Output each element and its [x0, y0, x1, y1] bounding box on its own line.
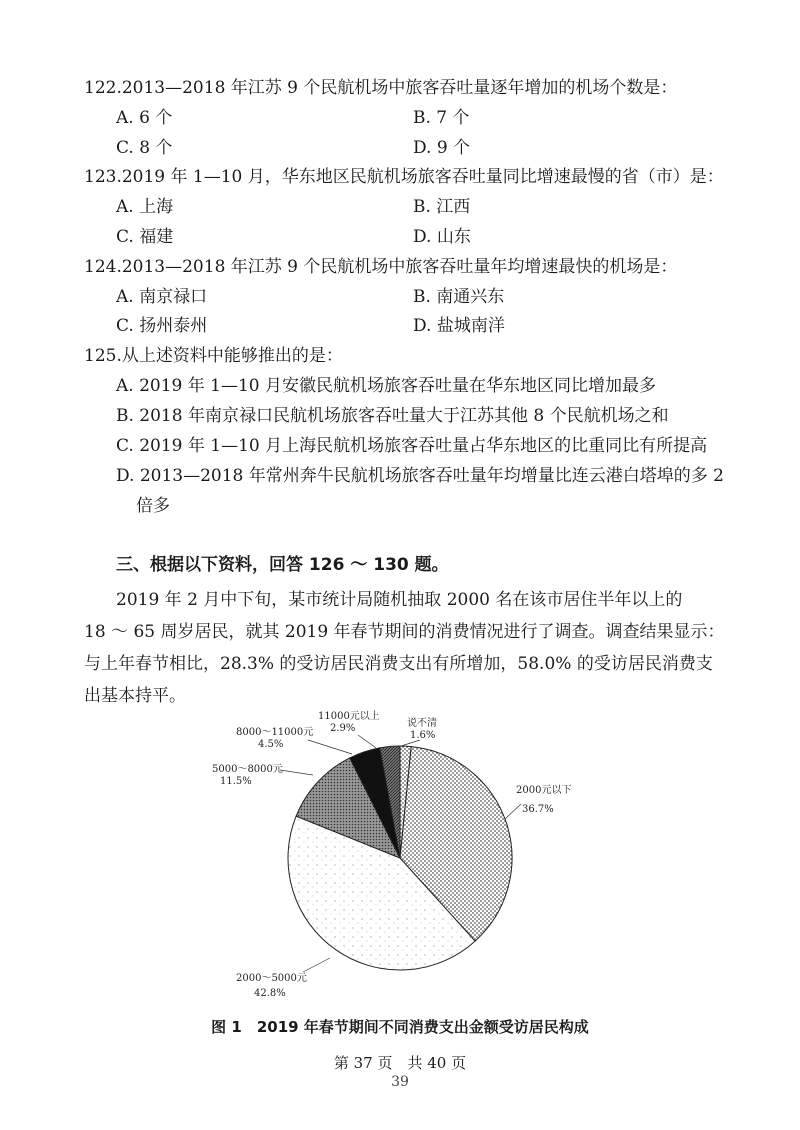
question-125-option-a: A. 2019 年 1—10 月安徽民航机场旅客吞吐量在华东地区同比增加最多 [116, 376, 657, 396]
page-footer: 第 37 页 共 40 页 [333, 1054, 467, 1072]
slice-label-unsure: 说不清 [407, 718, 437, 729]
question-123-stem: 123.2019 年 1—10 月，华东地区民航机场旅客吞吐量同比增速最慢的省（市）是： [84, 167, 724, 187]
question-123-option-b: B. 江西 [413, 197, 471, 217]
slice-label-8000-11000: 8000～11000元 [236, 727, 314, 738]
chart-caption: 图 1 2019 年春节期间不同消费支出金额受访居民构成 [211, 1018, 589, 1036]
material-paragraph [84, 584, 724, 712]
question-124-option-a: A. 南京禄口 [116, 287, 208, 307]
slice-value-11000-above: 2.9% [330, 723, 356, 734]
page-number: 39 [391, 1074, 409, 1090]
slice-label-11000-above: 11000元以上 [318, 711, 380, 722]
slice-value-2000-5000: 42.8% [254, 988, 286, 999]
question-122-option-b: B. 7 个 [413, 108, 470, 128]
pie-chart [0, 700, 800, 1010]
section-title: 三、根据以下资料，回答 126 ～ 130 题。 [116, 555, 449, 575]
slice-value-5000-8000: 11.5% [220, 776, 252, 787]
question-125-stem: 125.从上述资料中能够推出的是： [84, 346, 343, 366]
question-125-option-d: D. 2013—2018 年常州奔牛民航机场旅客吞吐量年均增量比连云港白塔埠的多 2 [116, 466, 724, 486]
question-124-option-b: B. 南通兴东 [413, 287, 505, 307]
question-124-stem: 124.2013—2018 年江苏 9 个民航机场中旅客吞吐量年均增速最快的机场是： [84, 257, 678, 277]
question-122-option-a: A. 6 个 [116, 108, 173, 128]
slice-value-below-2000: 36.7% [522, 804, 554, 815]
question-122-option-c: C. 8 个 [116, 138, 173, 158]
slice-label-5000-8000: 5000～8000元 [212, 764, 283, 775]
slice-value-unsure: 1.6% [410, 730, 436, 741]
paragraph-line-2: 18 ～ 65 周岁居民，就其 2019 年春节期间的消费情况进行了调查。调查结果显示： [84, 622, 725, 642]
question-123-option-a: A. 上海 [116, 197, 174, 217]
question-125-option-c: C. 2019 年 1—10 月上海民航机场旅客吞吐量占华东地区的比重同比有所提高 [116, 436, 708, 456]
paragraph-line-3: 与上年春节相比，28.3% 的受访居民消费支出有所增加，58.0% 的受访居民消费支 [84, 654, 713, 674]
question-123-option-c: C. 福建 [116, 227, 174, 247]
question-124-option-c: C. 扬州泰州 [116, 316, 208, 336]
question-125-option-d-continued: 倍多 [136, 496, 170, 516]
paragraph-line-4: 出基本持平。 [84, 686, 186, 706]
question-122-stem: 122.2013—2018 年江苏 9 个民航机场中旅客吞吐量逐年增加的机场个数是： [84, 78, 678, 98]
question-125-option-b: B. 2018 年南京禄口民航机场旅客吞吐量大于江苏其他 8 个民航机场之和 [116, 406, 669, 426]
slice-label-below-2000: 2000元以下 [516, 785, 572, 796]
slice-label-2000-5000: 2000～5000元 [236, 973, 307, 984]
question-124-option-d: D. 盐城南洋 [413, 316, 505, 336]
question-122-option-d: D. 9 个 [413, 138, 471, 158]
slice-value-8000-11000: 4.5% [258, 739, 284, 750]
paragraph-line-1: 2019 年 2 月中下旬，某市统计局随机抽取 2000 名在该市居住半年以上的 [116, 590, 683, 610]
question-123-option-d: D. 山东 [413, 227, 471, 247]
